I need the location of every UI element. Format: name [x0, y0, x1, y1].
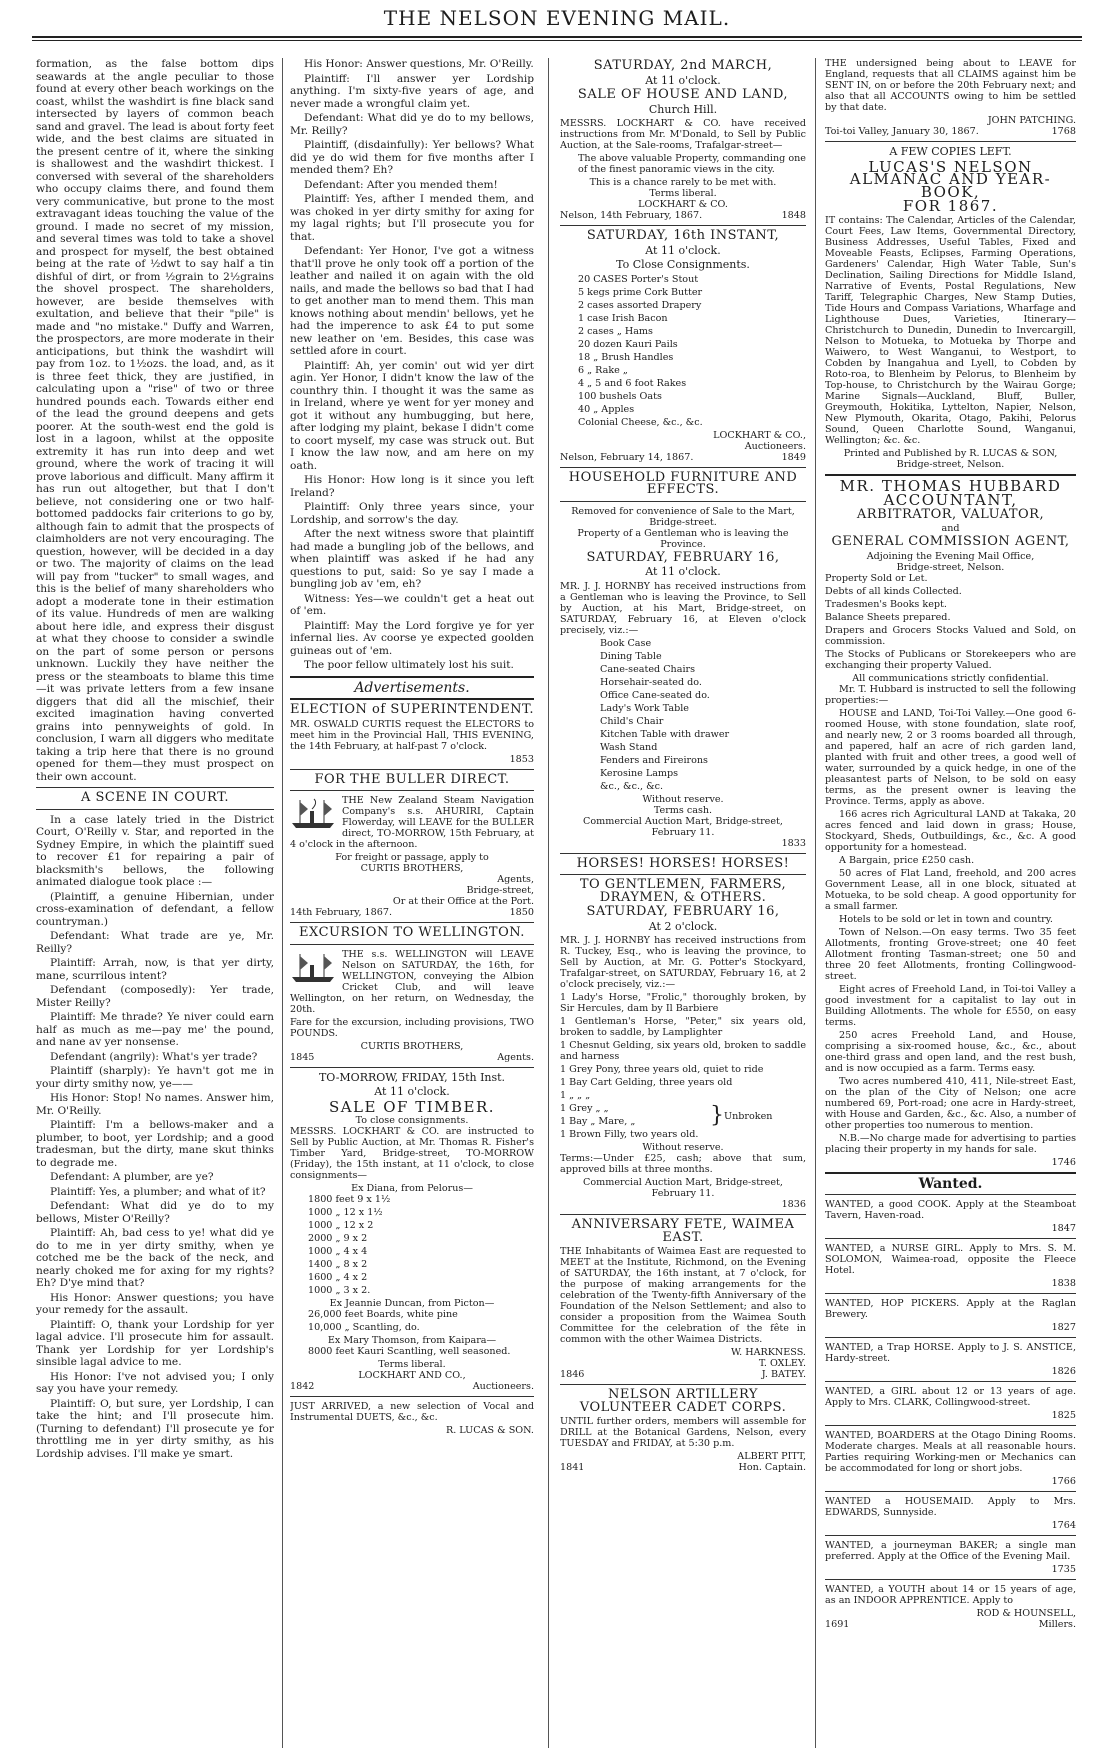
goods-item: Cane-seated Chairs — [600, 663, 696, 675]
ad-number: 1846 — [560, 1369, 585, 1380]
article-text: formation, as the false bottom dips seawards at the angle peculiar to those found at every other beach workings on the coast, whilst the washdirt is fine black sand intersected by layers of common beach sand and gravel. The lead is about forty feet wide, and the best claims are situated in the present centre of it, where the sinking is shallowest and the washdirt thickest. I conversed with several of the shareholders who occupy claims there, and found them very communicative, but prone to the most extravagant ideas touching the value of the ground. I made no secret of my mission, and several times was told to take a shovel and prospect for myself, the best obtained being at the rate of ½dwt to say half a tin dishful of dirt, or from ½grain to 2½grains the shovel prospect. The shareholders, however, are beside themselves with exultation, and believe that their "pile" is made and "no mistake." Duffy and Warren, the prospectors, are more moderate in their anticipations, but think the washdirt will pay from 1oz. to 1½ozs. the load, and, as it is three feet thick, they are justified, in calculating upon a "rise" of two or three hundred pounds each. Towards either end of the lead the ground deepens and gets poorer. At the south-west end the gold is lost in a lagoon, whilst at the opposite extremity it has run into deep and wet ground, where the work of tracing it will prove laborious and difficult. Many affirm it has run out altogether, but that I don't believe, not considering one or two half-bottomed paddocks fair criterions to go by, although fain to admit that the prospects of claimholders are not very encouraging. The question, however, will be decided in a day or two. The majority of claims on the lead will pay from "tucker" to small wages, and this is the belief of many shareholders who adopt a moderate tone in their estimation of its value. Hundreds of men are walking about here idle, and express their disgust at what they choose to consider a swindle on the part of some person or persons unknown. Luckily they have neither the press or the steamboats to blame this time—it was private letters from a few insane diggers that did all the mischief, their excited imagination having converted grains into pennyweights of gold. In conclusion, I warn all diggers who meditate taking a trip here that there is no ground opened for them—they must prospect on their own account. — [36, 58, 274, 783]
ad-text: Terms liberal. — [649, 188, 717, 199]
ad-signature: ALBERT PITT, — [737, 1451, 806, 1462]
property-paragraph: N.B.—No charge made for advertising to parties placing their property in my hands for sale. — [825, 1132, 1076, 1155]
ad-number: 1847 — [1051, 1223, 1076, 1234]
ad-number: 1845 — [290, 1051, 315, 1063]
goods-item: 100 bushels Oats — [578, 390, 662, 402]
ad-text: Commercial Auction Mart, Bridge-street, February 11. — [583, 1177, 783, 1199]
ad-body: MR. J. J. HORNBY has received instructions from a Gentleman who is leaving the Province, to Sell by Auction, at his Mart, Bridge-street, on SATURDAY, February 16, at Eleven o'clock precisely, viz.:— — [560, 580, 806, 636]
ad-title: TO GENTLEMEN, FARMERS, DRAYMEN, & OTHERS. — [579, 877, 787, 905]
masthead-rule-thin — [32, 40, 1082, 41]
ad-title: ANNIVERSARY FETE, WAIMEA EAST. — [571, 1217, 795, 1245]
divider — [36, 787, 274, 788]
unbroken-group — [560, 1090, 806, 1142]
advertisements-heading: Advertisements. — [354, 679, 470, 696]
goods-item: Lady's Work Table — [600, 702, 689, 714]
goods-item: 6 „ Rake „ — [578, 364, 628, 376]
dialogue-line: His Honor: I've not advised you; I only say you have your remedy. — [36, 1370, 274, 1395]
wanted-ad — [825, 1386, 1076, 1426]
goods-item: 5 kegs prime Cork Butter — [578, 286, 703, 298]
wanted-text: WANTED, a Trap HORSE. Apply to J. S. ANSTICE, Hardy-street. — [825, 1342, 1076, 1364]
dialogue-line: Plaintiff: I'll answer yer Lordship anything. I'm sixty-five years of age, and never made a wrongful claim yet. — [290, 72, 534, 110]
dialogue-list — [290, 58, 534, 672]
ad-body: THE s.s. WELLINGTON will LEAVE Nelson on SATURDAY, the 16th, for WELLINGTON, conveying the Albion Cricket Club, and will leave Wellington, on her return, on Wednesday, the 20th. — [290, 948, 534, 1015]
cargo-row: 2000 „ 9 x 2 — [308, 1233, 368, 1244]
property-paragraph: 50 acres of Flat Land, freehold, and 200 acres Government Lease, all in one block, situated at Motueka, to be sold cheap. A good opportunity for a small farmer. — [825, 867, 1076, 912]
ad-text: Terms:—Under £25, cash; above that sum, approved bills at three months. — [560, 1153, 806, 1175]
ad-text: Property of a Gentleman who is leaving the Province. — [577, 527, 789, 550]
goods-item: Kerosine Lamps — [600, 767, 679, 779]
ad-text: Hon. Captain. — [738, 1462, 806, 1473]
cargo-row: 1000 „ 4 x 4 — [308, 1246, 368, 1257]
cargo-row: 1000 „ 3 x 2. — [308, 1285, 371, 1296]
horse-item: 1 Chesnut Gelding, six years old, broken to saddle and harness — [560, 1040, 806, 1062]
property-paragraph: Hotels to be sold or let in town and country. — [839, 913, 1053, 925]
ad-text: Agents, — [497, 874, 534, 885]
wanted-text: WANTED, a good COOK. Apply at the Steamboat Tavern, Haven-road. — [825, 1199, 1076, 1221]
ad-text: The above valuable Property, commanding one of the finest panoramic views in the city. — [578, 153, 806, 175]
ad-number: 1827 — [1051, 1322, 1076, 1333]
cargo-row: 1400 „ 8 x 2 — [308, 1259, 368, 1270]
ad-date: SATURDAY, 2nd MARCH, — [593, 58, 773, 73]
divider — [290, 698, 534, 700]
ad-title: MR. THOMAS HUBBARD — [839, 476, 1062, 495]
goods-item: 2 cases „ Hams — [578, 325, 653, 337]
divider — [290, 769, 534, 770]
ad-number: 1853 — [509, 753, 534, 765]
ad-title: FOR THE BULLER DIRECT. — [314, 771, 510, 787]
column-separator — [548, 58, 549, 1748]
ad-text: Fare for the excursion, including provisions, TWO POUNDS. — [290, 1016, 534, 1039]
ad-body: MR. J. J. HORNBY has received instructions from R. Tuckey, Esq., who is leaving the province, to Sell by Auction, at Mr. G. Potter's Stockyard, Trafalgar-street, on SATURDAY, February 16, at 2 o'clock precisely, viz.:— — [560, 935, 806, 990]
divider — [560, 501, 806, 502]
ad-number: 1849 — [781, 451, 806, 463]
properties-list — [825, 684, 1076, 1155]
cargo-list — [290, 1194, 534, 1296]
goods-item: 1 case Irish Bacon — [578, 312, 668, 324]
masthead: THE NELSON EVENING MAIL. — [383, 6, 731, 30]
ad-footer — [560, 1369, 806, 1380]
ad-signature: T. OXLEY. — [758, 1358, 806, 1369]
ad-title: FOR 1867. — [902, 197, 999, 215]
ad-title: SALE OF TIMBER. — [328, 1097, 496, 1116]
dialogue-line: Plaintiff: Me thrade? Ye niver could earn half as much as me—pay me' the pound, and nane av yer nonsense. — [36, 1011, 274, 1048]
ad-text: To close consignments. — [355, 1115, 469, 1126]
ad-footer — [560, 452, 806, 463]
ad-footer — [560, 1462, 806, 1473]
column-1 — [36, 58, 274, 1748]
unbroken-label: Unbroken — [724, 1110, 773, 1122]
dialogue-line: Plaintiff: Ah, yer comin' out wid yer dirt agin. Yer Honor, I didn't know the law of the counthry thin. I thought it was the same as in Ireland, where ye went for yer money and got it without any humbugging, but here, after lodging my plaint, bekase I didn't come to coort myself, my case was struck out. But I know the law now, and am here on my oath. — [290, 359, 534, 472]
cargo-row: 10,000 „ Scantling, do. — [308, 1322, 420, 1333]
ad-title: ACCOUNTANT, — [883, 491, 1018, 509]
cargo-heading: Ex Jeannie Duncan, from Picton— — [329, 1298, 495, 1309]
horse-item: 1 Bay Cart Gelding, three years old — [560, 1077, 733, 1088]
dialogue-line: (Plaintiff, a genuine Hibernian, under cross-examination of defendant, a fellow countryman.) — [36, 890, 274, 928]
ad-title: ELECTION of SUPERINTENDENT. — [290, 702, 534, 717]
ad-date: SATURDAY, FEBRUARY 16, — [586, 904, 780, 919]
ad-number: 1768 — [1051, 126, 1076, 137]
wanted-text: WANTED, a journeyman BAKER; a single man preferred. Apply at the Office of the Evening Mail. — [825, 1540, 1076, 1562]
article-title: A SCENE IN COURT. — [80, 790, 229, 805]
ad-text: Bridge-street, Nelson. — [896, 561, 1005, 573]
dialogue-line: Plaintiff: Arrah, now, is that yer dirty, mane, scurrilous intent? — [36, 957, 274, 982]
dialogue-line: Defendant: What did ye do to my bellows, Mister O'Reilly? — [36, 1200, 274, 1225]
goods-list — [560, 274, 806, 428]
cargo-row: 8000 feet Kauri Scantling, well seasoned. — [308, 1346, 511, 1357]
steamship-icon — [290, 797, 336, 831]
cargo-heading: Ex Mary Thomson, from Kaipara— — [327, 1335, 497, 1346]
goods-item: 20 CASES Porter's Stout — [578, 273, 699, 285]
ad-body: UNTIL further orders, members will assemble for DRILL at the Botanical Gardens, Nelson, every TUESDAY and FRIDAY, at 5:30 p.m. — [560, 1416, 806, 1449]
ad-text: Agents. — [497, 1051, 534, 1063]
ad-time: At 11 o'clock. — [645, 243, 721, 257]
dialogue-line: Defendant: After you mended them! — [304, 178, 498, 191]
column-separator — [815, 58, 816, 1748]
ad-number: 1746 — [1051, 1156, 1076, 1168]
ad-text: Without reserve. — [642, 1142, 724, 1153]
cargo-list — [290, 1346, 534, 1357]
wanted-ad — [825, 1430, 1076, 1492]
ad-number: 1833 — [781, 837, 806, 849]
property-paragraph: A Bargain, price £250 cash. — [839, 854, 975, 866]
cargo-row: 26,000 feet Boards, white pine — [308, 1309, 458, 1320]
dialogue-line: Plaintiff: O, but sure, yer Lordship, I can take the hint; and I'll prosecute him. (Turning to defendant) I'll prosecute ye for throttling me in yer dirty smithy, as his Lordship advises. I'll make ye smart. — [36, 1397, 274, 1460]
dialogue-line: The poor fellow ultimately lost his suit. — [304, 659, 514, 671]
ad-title: LUCAS'S NELSON ALMANAC AND YEAR-BOOK, — [849, 157, 1052, 201]
divider — [825, 1381, 1076, 1382]
dialogue-line: Plaintiff: I'm a bellows-maker and a plumber, to boot, yer Lordship; and a good tradesman, but the dirty, mane skut thinks to degrade me. — [36, 1119, 274, 1169]
dialogue-line: Plaintiff: Only three years since, your Lordship, and sorrow's the day. — [290, 501, 534, 526]
ad-text: Adjoining the Evening Mail Office, — [866, 550, 1035, 562]
dialogue-line: Defendant (composedly): Yer trade, Mister Reilly? — [36, 984, 274, 1009]
service-item: Property Sold or Let. — [825, 572, 928, 584]
ad-time: At 11 o'clock. — [645, 565, 721, 578]
divider — [825, 1194, 1076, 1195]
ad-text: Auctioneers. — [744, 440, 806, 452]
ad-number: 1838 — [1051, 1278, 1076, 1289]
dialogue-line: Defendant: What did ye do to my bellows, Mr. Reilly? — [290, 112, 534, 137]
divider — [290, 790, 534, 791]
wanted-text: WANTED, HOP PICKERS. Apply at the Raglan Brewery. — [825, 1298, 1076, 1320]
service-item: Tradesmen's Books kept. — [825, 598, 947, 610]
ad-body: WANTED, a YOUTH about 14 or 15 years of age, as an INDOOR APPRENTICE. Apply to — [825, 1584, 1076, 1606]
cargo-row: 1000 „ 12 x 1½ — [308, 1207, 383, 1218]
ad-signature: J. BATEY. — [761, 1369, 806, 1380]
column-3 — [560, 58, 806, 1748]
wanted-text: WANTED, a GIRL about 12 or 13 years of age. Apply to Mrs. CLARK, Collingwood-street. — [825, 1386, 1076, 1408]
ad-signature: ROD & HOUNSELL, — [976, 1608, 1076, 1619]
goods-item: 4 „ 5 and 6 foot Rakes — [578, 377, 687, 389]
goods-item: Kitchen Table with drawer — [600, 728, 730, 740]
ad-footer — [290, 907, 534, 918]
divider — [560, 1384, 806, 1385]
dialogue-line: Defendant: A plumber, are ye? — [50, 1171, 214, 1183]
divider — [825, 141, 1076, 142]
horse-item: 1 „ „ „ — [560, 1090, 591, 1101]
ad-date: Nelson, 14th February, 1867. — [560, 210, 703, 221]
ad-number: 1850 — [509, 907, 534, 918]
ad-text: Terms liberal. — [378, 1359, 446, 1370]
ad-signature: R. LUCAS & SON. — [445, 1425, 534, 1436]
column-separator — [282, 58, 283, 1748]
ad-text: Millers. — [1038, 1619, 1076, 1630]
dialogue-line: Plaintiff: O, thank your Lordship for yer lagal advice. I'll prosecute him for assault. Thank yer Lordship for yer Lordship's sinsible lagal advice to me. — [36, 1318, 274, 1368]
ad-title: HOUSEHOLD FURNITURE AND EFFECTS. — [568, 469, 798, 497]
ad-date: SATURDAY, FEBRUARY 16, — [586, 549, 780, 565]
ad-subtitle: Church Hill. — [648, 102, 718, 116]
ad-title: GENERAL COMMISSION AGENT, — [831, 534, 1070, 549]
ad-text: Commercial Auction Mart, Bridge-street, February 11. — [583, 815, 783, 838]
goods-item: &c., &c., &c. — [600, 780, 664, 792]
divider — [290, 676, 534, 678]
ad-number: 1766 — [1051, 1476, 1076, 1487]
ad-signature: W. HARKNESS. — [730, 1347, 806, 1358]
ad-title: SALE OF HOUSE AND LAND, — [577, 87, 789, 102]
goods-list — [560, 638, 806, 792]
ad-text: and — [941, 523, 960, 534]
column-4 — [825, 58, 1076, 1748]
goods-item: Fenders and Fireirons — [600, 754, 708, 766]
divider — [825, 1491, 1076, 1492]
ad-text: Auctioneers. — [472, 1381, 534, 1392]
ad-body: MR. OSWALD CURTIS request the ELECTORS to meet him in the Provincial Hall, THIS EVENING, the 14th February, at half-past 7 o'clock. — [290, 718, 534, 752]
divider — [36, 809, 274, 810]
divider — [825, 1579, 1076, 1580]
goods-item: Colonial Cheese, &c., &c. — [578, 416, 703, 428]
ad-footer — [290, 1381, 534, 1392]
divider — [825, 1425, 1076, 1426]
ad-number: 1841 — [560, 1462, 585, 1473]
divider — [825, 1172, 1076, 1174]
goods-item: Dining Table — [600, 650, 662, 662]
wanted-text: WANTED, BOARDERS at the Otago Dining Rooms. Moderate charges. Meals at all reasonable hours. Parties requiring Working-men or Mechanics can be accommodated for long or short jobs. — [825, 1430, 1076, 1474]
ad-text: Removed for convenience of Sale to the Mart, Bridge-street. — [571, 505, 795, 528]
wanted-text: WANTED a HOUSEMAID. Apply to Mrs. EDWARDS, Sunnyside. — [825, 1496, 1076, 1518]
ad-time: At 2 o'clock. — [648, 919, 718, 933]
dialogue-line: Plaintiff: May the Lord forgive ye for yer infernal lies. Av coorse ye expected goolden guineas out of 'em. — [290, 619, 534, 657]
ad-text: Bridge-street, — [466, 885, 534, 896]
dialogue-line: His Honor: Stop! No names. Answer him, Mr. O'Reilly. — [36, 1092, 274, 1117]
cargo-list — [290, 1309, 534, 1333]
service-item: Balance Sheets prepared. — [825, 611, 951, 623]
ad-number: 1735 — [1051, 1564, 1076, 1575]
dialogue-line: Plaintiff (sharply): Ye havn't got me in your dirty smithy now, ye—— — [36, 1065, 274, 1090]
divider — [825, 1535, 1076, 1536]
ad-subtitle: To Close Consignments. — [616, 258, 750, 271]
ad-text: Or at their Office at the Port. — [392, 896, 534, 907]
dialogue-line: Plaintiff: Yes, afther I mended them, and was choked in yer dirty smithy for axing for my lagal rights; but I'll prosecute you for that. — [290, 193, 534, 243]
service-item: Debts of all kinds Collected. — [825, 585, 962, 597]
goods-item: Horsehair-seated do. — [600, 676, 702, 688]
divider — [290, 922, 534, 923]
ad-time: At 11 o'clock. — [645, 73, 721, 87]
dialogue-line: Plaintiff: Ah, bad cess to ye! what did ye do to me in yer dirty smithy, when ye cotched me be the back of the neck, and nearly choked me for axing for my rights? Eh? D'ye mind that? — [36, 1227, 274, 1289]
divider — [560, 467, 806, 468]
wanted-ad — [825, 1199, 1076, 1239]
property-paragraph: Two acres numbered 410, 411, Nile-street East, on the plan of the City of Nelson; one acre numbered 69, Port-road; one acre in Hardy-street, with House and Garden, &c., &c. Also, a number of other properties too numerous to mention. — [825, 1075, 1076, 1131]
horse-item: 1 Brown Filly, two years old. — [560, 1129, 699, 1140]
divider — [560, 1214, 806, 1215]
divider — [560, 853, 806, 854]
ad-date: SATURDAY, 16th INSTANT, — [586, 228, 780, 243]
divider — [290, 944, 534, 945]
ad-text: For freight or passage, apply to — [335, 852, 489, 863]
wanted-list — [825, 1199, 1076, 1580]
ad-number: 1764 — [1051, 1520, 1076, 1531]
ad-footer — [290, 1052, 534, 1063]
divider — [560, 874, 806, 875]
goods-item: 20 dozen Kauri Pails — [578, 338, 678, 350]
dialogue-list — [36, 891, 274, 1461]
column-2 — [290, 58, 534, 1748]
ad-agent: LOCKHART & CO., — [713, 429, 806, 441]
dialogue-line: His Honor: Answer questions, Mr. O'Reilly. — [304, 58, 534, 70]
ad-date: TO-MORROW, FRIDAY, 15th Inst. — [318, 1070, 506, 1084]
ad-title: ARBITRATOR, VALUATOR, — [856, 506, 1045, 522]
ad-number: 1825 — [1051, 1410, 1076, 1421]
dialogue-line: His Honor: How long is it since you left Ireland? — [290, 474, 534, 499]
wanted-ad — [825, 1496, 1076, 1536]
dialogue-line: Witness: Yes—we couldn't get a heat out of 'em. — [290, 592, 534, 617]
dialogue-line: Defendant: What trade are ye, Mr. Reilly? — [36, 930, 274, 955]
wanted-ad — [825, 1298, 1076, 1338]
goods-item: Child's Chair — [600, 715, 664, 727]
property-paragraph: Mr. T. Hubbard is instructed to sell the following properties:— — [825, 683, 1076, 706]
ad-text: All communications strictly confidential. — [852, 672, 1049, 684]
horse-item: 1 Bay „ Mare, „ — [560, 1116, 636, 1127]
ad-body: THE New Zealand Steam Navigation Company's s.s. AHURIRI, Captain Flowerday, will LEAVE for the BULLER direct, TO-MORROW, 15th February, at 4 o'clock in the afternoon. — [290, 795, 534, 850]
ad-footer — [825, 126, 1076, 137]
cargo-heading: Ex Diana, from Pelorus— — [351, 1183, 473, 1194]
dialogue-line: Defendant: Yer Honor, I've got a witness that'll prove he only took off a portion of the leather and nailed it on again with the old nails, and made the bellows so bad that I had to get another man to mend them. This man knows nothing about mendin' bellows, yet he had the imperence to ask £4 to put some new leather on 'em. Besides, this case was settled afore in court. — [290, 245, 534, 357]
ad-text: Without reserve. — [642, 793, 724, 805]
service-item: Drapers and Grocers Stocks Valued and Sold, on commission. — [825, 624, 1076, 647]
ad-date: Toi-toi Valley, January 30, 1867. — [825, 126, 979, 137]
ad-title: NELSON ARTILLERY VOLUNTEER CADET CORPS. — [579, 1387, 787, 1415]
ad-agent: LOCKHART & CO. — [638, 199, 728, 210]
property-paragraph: 166 acres rich Agricultural LAND at Takaka, 20 acres fenced and laid down in grass; House, Stockyard, Sheds, Outbuildings, &c., &c. A good opportunity for a homestead. — [825, 808, 1076, 853]
divider — [290, 1396, 534, 1397]
goods-item: 40 „ Apples — [578, 403, 635, 415]
property-paragraph: Town of Nelson.—On easy terms. Two 35 feet Allotments, fronting Grove-street; one 40 feet Allotment fronting Tasman-street; one 50 and three 20 feet Allotments, fronting Collingwood-street. — [825, 926, 1076, 982]
ad-body: IT contains: The Calendar, Articles of the Calendar, Court Fees, Law Items, Governmental Directory, Business Addresses, Useful Tables, Fixed and Moveable Feasts, Eclipses, Farming Operations, Gardeners' Calendar, High Water Table, Sun's Declination, Sailing Directions for Middle Island, Narrative of Events, Postal Regulations, New Tariff, Telegraphic Charges, New Stamp Duties, Tide Hours and Compass Variations, Wharfage and Lighthouse Dues, Varieties, Itinerary—Christchurch to Dunedin, Dunedin to Invercargill, Nelson to Motueka, to Motueka by Thorpe and Waiwero, to West Wanganui, to Westport, to Cobden by Inangahua and Lyell, to Cobden by Roto-roa, to Blenheim by Pelorus, to Blenheim by Top-house, to Christchurch by the Wairau Gorge; Marine Signals—Auckland, Bluff, Buller, Greymouth, Hokitika, Lyttelton, Napier, Nelson, New Plymouth, Okarita, Otago, Pakihi, Pelorus Sound, Queen Charlotte Sound, Wanganui, Wellington; &c. &c. — [825, 214, 1076, 446]
ad-agent: CURTIS BROTHERS, — [360, 1040, 464, 1052]
divider — [825, 1293, 1076, 1294]
cargo-row: 1600 „ 4 x 2 — [308, 1272, 368, 1283]
divider — [825, 1337, 1076, 1338]
brace: } — [710, 1103, 724, 1128]
goods-item: Wash Stand — [600, 741, 658, 753]
masthead-rule — [32, 36, 1082, 38]
divider — [825, 474, 1076, 476]
goods-item: 2 cases assorted Drapery — [578, 299, 702, 311]
ad-number: 1848 — [781, 210, 806, 221]
ad-body: MESSRS. LOCKHART & CO. have received instructions from Mr. M'Donald, to Sell by Public Auction, at the Sale-rooms, Trafalgar-street— — [560, 118, 806, 151]
service-item: The Stocks of Publicans or Storekeepers who are exchanging their property Valued. — [825, 648, 1076, 671]
ad-time: At 11 o'clock. — [374, 1085, 450, 1098]
ad-footer — [825, 1619, 1076, 1630]
horse-item: 1 Lady's Horse, "Frolic," thoroughly broken, by Sir Hercules, dam by Il Barbiere — [560, 992, 806, 1014]
dialogue-line: His Honor: Answer questions; you have your remedy for the assault. — [36, 1291, 274, 1316]
steamship-icon — [290, 951, 336, 985]
wanted-ad — [825, 1342, 1076, 1382]
ad-body: THE undersigned being about to LEAVE for England, requests that all CLAIMS against him be SENT IN, on or before the 20th February next; and also that all ACCOUNTS owing to him be settled by that date. — [825, 58, 1076, 113]
property-paragraph: 250 acres Freehold Land, and House, comprising a six-roomed house, &c., &c., about one-third grass and open land, and the rest bush, and is now occupied as a farm. Terms easy. — [825, 1029, 1076, 1074]
horse-item: 1 Gentleman's Horse, "Peter," six years old, broken to saddle, by Lamplighter — [560, 1016, 806, 1038]
article-intro: In a case lately tried in the District Court, O'Reilly v. Star, and reported in the Sydney Empire, in which the plaintiff sued to recover £1 for repairing a pair of blacksmith's bellows, the following animated dialogue took place :— — [36, 813, 274, 888]
ad-number: 1826 — [1051, 1366, 1076, 1377]
ad-title: HORSES! HORSES! HORSES! — [576, 855, 790, 871]
dialogue-line: After the next witness swore that plaintiff had made a bungling job of the bellows, and when plaintiff was asked if he had any questions to put, said: So ye say I made a bungling job av 'em, eh? — [290, 528, 534, 590]
horse-item: 1 Grey „ „ — [560, 1103, 609, 1114]
ad-agent: LOCKHART AND CO., — [358, 1370, 466, 1381]
ad-signature: JOHN PATCHING. — [987, 115, 1076, 126]
property-paragraph: HOUSE and LAND, Toi-Toi Valley.—One good 6-roomed House, with stone foundation, slate roof, and nearly new, 2 or 3 rooms boarded all through, and papered, half an acre of rich garden land, planted with fruit and other trees, a good well of water, surrounded by a quick hedge, in one of the pleasantest parts of Nelson, to be sold on easy terms, as the present owner is leaving the Province. Terms, apply as above. — [825, 707, 1076, 807]
wanted-ad — [825, 1243, 1076, 1294]
divider — [290, 1067, 534, 1068]
dialogue-line: Defendant (angrily): What's yer trade? — [50, 1050, 258, 1063]
divider — [560, 225, 806, 226]
cargo-row: 1800 feet 9 x 1½ — [308, 1194, 391, 1205]
ad-text: Terms cash. — [653, 804, 713, 816]
unbroken-list — [560, 1090, 710, 1142]
goods-item: Book Case — [600, 637, 652, 649]
ad-footer — [560, 210, 806, 221]
horse-item: 1 Grey Pony, three years old, quiet to ride — [560, 1064, 764, 1075]
ad-body: JUST ARRIVED, a new selection of Vocal and Instrumental DUETS, &c., &c. — [290, 1401, 534, 1423]
ad-number: 1836 — [781, 1199, 806, 1210]
ad-title: EXCURSION TO WELLINGTON. — [299, 925, 525, 940]
horses-list — [560, 992, 806, 1088]
ad-agent: CURTIS BROTHERS, — [360, 863, 464, 874]
ad-text: A FEW COPIES LEFT. — [889, 145, 1012, 158]
ad-number: 1691 — [825, 1619, 850, 1630]
dialogue-line: Plaintiff, (disdainfully): Yer bellows? What did ye do wid them for five months after I mended them? Eh? — [290, 139, 534, 176]
property-paragraph: Eight acres of Freehold Land, in Toi-toi Valley a good investment for a capitalist to lay out in Building Allotments. The whole for £550, on easy terms. — [825, 983, 1076, 1028]
wanted-heading: Wanted. — [918, 1175, 983, 1192]
divider — [825, 1238, 1076, 1239]
ad-date: Nelson, February 14, 1867. — [560, 451, 694, 463]
wanted-ad — [825, 1540, 1076, 1580]
goods-item: 18 „ Brush Handles — [578, 351, 674, 363]
ad-number: 1842 — [290, 1381, 315, 1392]
ad-body: THE Inhabitants of Waimea East are requested to MEET at the Institute, Richmond, on the Evening of SATURDAY, the 16th instant, at 7 o'clock, for the purpose of making arrangements for the celebration of the Twenty-fifth Anniversary of the Foundation of the Nelson Settlement; and also to consider a proposition from the Waimea South Committee for the celebration of the fête in common with the other Waimea Districts. — [560, 1246, 806, 1345]
ad-date: 14th February, 1867. — [290, 907, 393, 918]
services-list — [825, 573, 1076, 671]
dialogue-line: Plaintiff: Yes, a plumber; and what of it? — [50, 1185, 266, 1198]
ad-text: Printed and Published by R. LUCAS & SON, Bridge-street, Nelson. — [843, 447, 1058, 470]
ad-text: This is a chance rarely to be met with. — [589, 177, 777, 188]
ad-body: MESSRS. LOCKHART & CO. are instructed to Sell by Public Auction, at Mr. Thomas R. Fisher's Timber Yard, Bridge-street, TO-MORROW (Friday), the 15th instant, at 11 o'clock, to close consignments— — [290, 1126, 534, 1181]
cargo-row: 1000 „ 12 x 2 — [308, 1220, 374, 1231]
wanted-text: WANTED, a NURSE GIRL. Apply to Mrs. S. M. SOLOMON, Waimea-road, opposite the Fleece Hotel. — [825, 1243, 1076, 1276]
goods-item: Office Cane-seated do. — [600, 689, 710, 701]
